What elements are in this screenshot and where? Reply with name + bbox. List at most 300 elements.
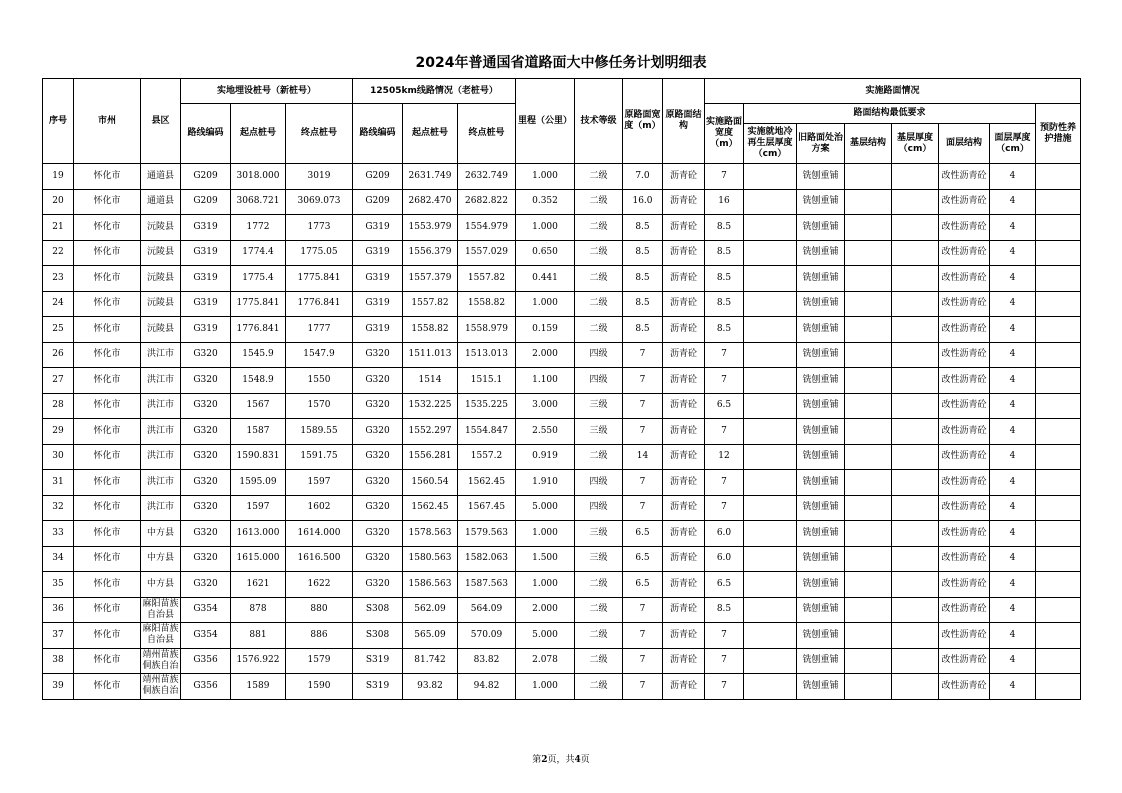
- cell-old-route-code: G319: [353, 291, 403, 317]
- cell-old-end-pile: 1579.563: [458, 521, 516, 547]
- cell-old-end-pile: 1558.979: [458, 317, 516, 343]
- cell-new-route-code: G319: [181, 317, 231, 343]
- table-body: [43, 164, 1081, 700]
- cell-surface-thickness: 4: [990, 164, 1036, 190]
- cell-base-thickness: [892, 572, 939, 598]
- cell-tech-grade: 三级: [575, 546, 623, 572]
- cell-city: 怀化市: [74, 189, 141, 215]
- cell-new-route-code: G320: [181, 521, 231, 547]
- cell-county: 中方县: [141, 572, 181, 598]
- cell-new-start-pile: 1548.9: [231, 368, 286, 394]
- cell-old-route-code: G209: [353, 164, 403, 190]
- cell-recycle-thickness: [744, 368, 797, 394]
- cell-impl-width: 7: [705, 495, 744, 521]
- header-tech-grade: 技术等级: [575, 79, 623, 164]
- cell-city: 怀化市: [74, 648, 141, 674]
- cell-orig-width: 7: [623, 648, 663, 674]
- cell-old-treatment: 铣刨重铺: [797, 572, 845, 598]
- header-base-structure: 基层结构: [845, 124, 892, 164]
- cell-seq: 33: [43, 521, 74, 547]
- cell-new-end-pile: 3069.073: [286, 189, 353, 215]
- cell-old-treatment: 铣刨重铺: [797, 215, 845, 241]
- cell-new-start-pile: 1613.000: [231, 521, 286, 547]
- cell-preventive: [1036, 419, 1081, 445]
- cell-mileage: 0.441: [516, 266, 575, 292]
- cell-county: 沅陵县: [141, 240, 181, 266]
- cell-base-thickness: [892, 393, 939, 419]
- cell-new-end-pile: 1773: [286, 215, 353, 241]
- cell-old-end-pile: 2682.822: [458, 189, 516, 215]
- cell-recycle-thickness: [744, 317, 797, 343]
- cell-old-treatment: 铣刨重铺: [797, 470, 845, 496]
- cell-new-route-code: G319: [181, 215, 231, 241]
- cell-orig-width: 7: [623, 419, 663, 445]
- cell-county: 洪江市: [141, 393, 181, 419]
- cell-new-route-code: G319: [181, 240, 231, 266]
- cell-impl-width: 7: [705, 419, 744, 445]
- cell-recycle-thickness: [744, 164, 797, 190]
- cell-old-route-code: S319: [353, 674, 403, 700]
- cell-preventive: [1036, 623, 1081, 649]
- cell-surface-thickness: 4: [990, 317, 1036, 343]
- cell-old-treatment: 铣刨重铺: [797, 240, 845, 266]
- cell-orig-structure: 沥青砼: [663, 291, 705, 317]
- cell-surface-thickness: 4: [990, 674, 1036, 700]
- cell-recycle-thickness: [744, 495, 797, 521]
- cell-surface-thickness: 4: [990, 521, 1036, 547]
- header-min-req-group: 路面结构最低要求: [744, 104, 1036, 124]
- cell-old-start-pile: 1556.379: [403, 240, 458, 266]
- cell-preventive: [1036, 215, 1081, 241]
- cell-tech-grade: 二级: [575, 189, 623, 215]
- cell-mileage: 0.650: [516, 240, 575, 266]
- cell-county: 通道县: [141, 164, 181, 190]
- cell-surface-thickness: 4: [990, 215, 1036, 241]
- cell-new-start-pile: 1775.841: [231, 291, 286, 317]
- cell-mileage: 0.159: [516, 317, 575, 343]
- cell-orig-width: 8.5: [623, 317, 663, 343]
- cell-new-start-pile: 878: [231, 597, 286, 623]
- cell-orig-structure: 沥青砼: [663, 393, 705, 419]
- cell-new-start-pile: 1567: [231, 393, 286, 419]
- cell-surface-structure: 改性沥青砼: [939, 623, 990, 649]
- cell-orig-width: 8.5: [623, 266, 663, 292]
- table-row: [43, 623, 1081, 649]
- cell-old-start-pile: 1556.281: [403, 444, 458, 470]
- table-row: [43, 597, 1081, 623]
- table-row: [43, 393, 1081, 419]
- cell-orig-structure: 沥青砼: [663, 342, 705, 368]
- cell-base-structure: [845, 674, 892, 700]
- cell-surface-thickness: 4: [990, 240, 1036, 266]
- cell-county: 沅陵县: [141, 266, 181, 292]
- cell-orig-width: 8.5: [623, 240, 663, 266]
- cell-base-thickness: [892, 623, 939, 649]
- cell-impl-width: 8.5: [705, 215, 744, 241]
- cell-county: 靖州苗族侗族自治: [141, 648, 181, 674]
- cell-base-structure: [845, 495, 892, 521]
- cell-mileage: 5.000: [516, 495, 575, 521]
- table-row: [43, 291, 1081, 317]
- cell-base-thickness: [892, 470, 939, 496]
- cell-seq: 23: [43, 266, 74, 292]
- cell-base-thickness: [892, 215, 939, 241]
- cell-orig-width: 8.5: [623, 215, 663, 241]
- cell-seq: 34: [43, 546, 74, 572]
- cell-new-end-pile: 1775.841: [286, 266, 353, 292]
- cell-surface-structure: 改性沥青砼: [939, 189, 990, 215]
- cell-surface-thickness: 4: [990, 648, 1036, 674]
- cell-recycle-thickness: [744, 189, 797, 215]
- cell-city: 怀化市: [74, 291, 141, 317]
- cell-orig-width: 7: [623, 368, 663, 394]
- cell-city: 怀化市: [74, 623, 141, 649]
- header-orig-width: 原路面宽度（m）: [623, 79, 663, 164]
- cell-surface-structure: 改性沥青砼: [939, 572, 990, 598]
- cell-recycle-thickness: [744, 393, 797, 419]
- cell-preventive: [1036, 291, 1081, 317]
- cell-old-treatment: 铣刨重铺: [797, 164, 845, 190]
- cell-new-route-code: G319: [181, 291, 231, 317]
- cell-mileage: 1.000: [516, 291, 575, 317]
- cell-seq: 36: [43, 597, 74, 623]
- cell-city: 怀化市: [74, 597, 141, 623]
- footer-prefix: 第: [532, 755, 542, 765]
- cell-impl-width: 6.0: [705, 546, 744, 572]
- cell-old-treatment: 铣刨重铺: [797, 393, 845, 419]
- header-orig-structure: 原路面结构: [663, 79, 705, 164]
- cell-surface-structure: 改性沥青砼: [939, 317, 990, 343]
- header-new-pile-group: 实地埋设桩号（新桩号）: [181, 79, 353, 104]
- table-row: [43, 164, 1081, 190]
- cell-new-end-pile: 1589.55: [286, 419, 353, 445]
- cell-orig-structure: 沥青砼: [663, 368, 705, 394]
- cell-tech-grade: 二级: [575, 623, 623, 649]
- header-impl-group: 实施路面情况: [705, 79, 1081, 104]
- cell-mileage: 3.000: [516, 393, 575, 419]
- cell-surface-structure: 改性沥青砼: [939, 215, 990, 241]
- cell-new-end-pile: 1777: [286, 317, 353, 343]
- cell-new-end-pile: 1579: [286, 648, 353, 674]
- cell-base-thickness: [892, 419, 939, 445]
- cell-orig-structure: 沥青砼: [663, 215, 705, 241]
- cell-old-start-pile: 1562.45: [403, 495, 458, 521]
- cell-city: 怀化市: [74, 521, 141, 547]
- cell-old-start-pile: 93.82: [403, 674, 458, 700]
- cell-surface-structure: 改性沥青砼: [939, 444, 990, 470]
- cell-base-structure: [845, 648, 892, 674]
- cell-old-start-pile: 565.09: [403, 623, 458, 649]
- header-surface-structure: 面层结构: [939, 124, 990, 164]
- cell-orig-structure: 沥青砼: [663, 266, 705, 292]
- cell-base-structure: [845, 317, 892, 343]
- cell-new-end-pile: 1591.75: [286, 444, 353, 470]
- cell-new-route-code: G320: [181, 342, 231, 368]
- cell-mileage: 5.000: [516, 623, 575, 649]
- cell-old-route-code: G320: [353, 342, 403, 368]
- cell-old-start-pile: 1552.297: [403, 419, 458, 445]
- cell-preventive: [1036, 164, 1081, 190]
- cell-surface-structure: 改性沥青砼: [939, 470, 990, 496]
- cell-county: 中方县: [141, 546, 181, 572]
- cell-base-structure: [845, 291, 892, 317]
- cell-orig-structure: 沥青砼: [663, 597, 705, 623]
- cell-orig-structure: 沥青砼: [663, 674, 705, 700]
- cell-old-route-code: G319: [353, 317, 403, 343]
- cell-base-structure: [845, 215, 892, 241]
- cell-tech-grade: 二级: [575, 444, 623, 470]
- header-recycle-thickness: 实施就地冷再生层厚度（cm）: [744, 124, 797, 164]
- cell-impl-width: 8.5: [705, 266, 744, 292]
- cell-county: 洪江市: [141, 444, 181, 470]
- header-county: 县区: [141, 79, 181, 164]
- cell-old-start-pile: 1586.563: [403, 572, 458, 598]
- cell-old-start-pile: 1557.379: [403, 266, 458, 292]
- cell-city: 怀化市: [74, 495, 141, 521]
- cell-base-structure: [845, 393, 892, 419]
- cell-old-end-pile: 1513.013: [458, 342, 516, 368]
- cell-old-treatment: 铣刨重铺: [797, 521, 845, 547]
- cell-orig-structure: 沥青砼: [663, 648, 705, 674]
- cell-new-start-pile: 1576.922: [231, 648, 286, 674]
- cell-preventive: [1036, 317, 1081, 343]
- cell-new-start-pile: 881: [231, 623, 286, 649]
- cell-orig-structure: 沥青砼: [663, 470, 705, 496]
- cell-tech-grade: 三级: [575, 521, 623, 547]
- cell-new-route-code: G354: [181, 597, 231, 623]
- task-plan-table: [42, 78, 1081, 700]
- cell-impl-width: 12: [705, 444, 744, 470]
- header-old-treatment: 旧路面处治方案: [797, 124, 845, 164]
- cell-county: 洪江市: [141, 342, 181, 368]
- cell-old-route-code: S308: [353, 623, 403, 649]
- cell-orig-width: 7: [623, 674, 663, 700]
- cell-orig-structure: 沥青砼: [663, 495, 705, 521]
- cell-new-start-pile: 1545.9: [231, 342, 286, 368]
- table-row: [43, 572, 1081, 598]
- cell-recycle-thickness: [744, 674, 797, 700]
- cell-new-end-pile: 3019: [286, 164, 353, 190]
- cell-old-start-pile: 562.09: [403, 597, 458, 623]
- cell-orig-width: 16.0: [623, 189, 663, 215]
- table-row: [43, 546, 1081, 572]
- cell-county: 洪江市: [141, 470, 181, 496]
- cell-old-treatment: 铣刨重铺: [797, 342, 845, 368]
- cell-orig-width: 14: [623, 444, 663, 470]
- cell-preventive: [1036, 674, 1081, 700]
- table-row: [43, 419, 1081, 445]
- cell-city: 怀化市: [74, 674, 141, 700]
- cell-surface-thickness: 4: [990, 291, 1036, 317]
- cell-base-thickness: [892, 495, 939, 521]
- cell-old-start-pile: 2682.470: [403, 189, 458, 215]
- cell-tech-grade: 四级: [575, 342, 623, 368]
- cell-old-end-pile: 1587.563: [458, 572, 516, 598]
- cell-tech-grade: 二级: [575, 240, 623, 266]
- cell-city: 怀化市: [74, 368, 141, 394]
- cell-recycle-thickness: [744, 266, 797, 292]
- cell-old-end-pile: 1558.82: [458, 291, 516, 317]
- cell-surface-thickness: 4: [990, 266, 1036, 292]
- cell-surface-structure: 改性沥青砼: [939, 266, 990, 292]
- cell-mileage: 2.000: [516, 342, 575, 368]
- cell-old-treatment: 铣刨重铺: [797, 623, 845, 649]
- cell-base-structure: [845, 164, 892, 190]
- cell-old-start-pile: 1580.563: [403, 546, 458, 572]
- cell-old-end-pile: 83.82: [458, 648, 516, 674]
- cell-surface-thickness: 4: [990, 597, 1036, 623]
- cell-base-structure: [845, 597, 892, 623]
- cell-city: 怀化市: [74, 266, 141, 292]
- cell-mileage: 1.000: [516, 164, 575, 190]
- cell-preventive: [1036, 470, 1081, 496]
- cell-preventive: [1036, 648, 1081, 674]
- cell-preventive: [1036, 597, 1081, 623]
- cell-surface-structure: 改性沥青砼: [939, 393, 990, 419]
- cell-orig-width: 7: [623, 597, 663, 623]
- cell-new-route-code: G320: [181, 393, 231, 419]
- cell-orig-structure: 沥青砼: [663, 623, 705, 649]
- cell-new-end-pile: 1602: [286, 495, 353, 521]
- cell-base-thickness: [892, 521, 939, 547]
- cell-city: 怀化市: [74, 342, 141, 368]
- cell-new-route-code: G320: [181, 572, 231, 598]
- cell-recycle-thickness: [744, 215, 797, 241]
- cell-old-route-code: G209: [353, 189, 403, 215]
- cell-orig-width: 7: [623, 495, 663, 521]
- cell-base-structure: [845, 470, 892, 496]
- cell-new-end-pile: 1550: [286, 368, 353, 394]
- cell-preventive: [1036, 342, 1081, 368]
- cell-old-route-code: G319: [353, 215, 403, 241]
- cell-new-start-pile: 1621: [231, 572, 286, 598]
- cell-orig-width: 7: [623, 470, 663, 496]
- cell-tech-grade: 二级: [575, 164, 623, 190]
- cell-tech-grade: 二级: [575, 266, 623, 292]
- cell-recycle-thickness: [744, 623, 797, 649]
- cell-orig-width: 7: [623, 342, 663, 368]
- cell-base-structure: [845, 623, 892, 649]
- header-old-route-code: 路线编码: [353, 104, 403, 164]
- cell-impl-width: 6.5: [705, 572, 744, 598]
- cell-old-route-code: G320: [353, 368, 403, 394]
- header-impl-width: 实施路面宽度（m）: [705, 104, 744, 164]
- cell-recycle-thickness: [744, 419, 797, 445]
- cell-recycle-thickness: [744, 572, 797, 598]
- cell-old-end-pile: 1557.029: [458, 240, 516, 266]
- cell-old-end-pile: 1515.1: [458, 368, 516, 394]
- cell-old-treatment: 铣刨重铺: [797, 266, 845, 292]
- cell-new-end-pile: 1547.9: [286, 342, 353, 368]
- cell-new-route-code: G356: [181, 674, 231, 700]
- cell-old-start-pile: 1511.013: [403, 342, 458, 368]
- cell-seq: 25: [43, 317, 74, 343]
- cell-preventive: [1036, 546, 1081, 572]
- cell-orig-structure: 沥青砼: [663, 444, 705, 470]
- table-row: [43, 648, 1081, 674]
- cell-old-end-pile: 1582.063: [458, 546, 516, 572]
- page-footer: [0, 752, 1122, 765]
- cell-old-route-code: G320: [353, 393, 403, 419]
- cell-preventive: [1036, 266, 1081, 292]
- cell-old-end-pile: 564.09: [458, 597, 516, 623]
- cell-tech-grade: 四级: [575, 495, 623, 521]
- cell-base-thickness: [892, 444, 939, 470]
- header-base-thickness: 基层厚度（cm）: [892, 124, 939, 164]
- cell-old-route-code: G320: [353, 419, 403, 445]
- cell-base-structure: [845, 342, 892, 368]
- cell-new-route-code: G209: [181, 189, 231, 215]
- cell-new-route-code: G320: [181, 419, 231, 445]
- cell-tech-grade: 四级: [575, 368, 623, 394]
- cell-orig-structure: 沥青砼: [663, 419, 705, 445]
- cell-old-route-code: S308: [353, 597, 403, 623]
- cell-old-treatment: 铣刨重铺: [797, 648, 845, 674]
- cell-old-route-code: G320: [353, 546, 403, 572]
- cell-new-start-pile: 3068.721: [231, 189, 286, 215]
- cell-surface-structure: 改性沥青砼: [939, 240, 990, 266]
- cell-city: 怀化市: [74, 317, 141, 343]
- cell-recycle-thickness: [744, 546, 797, 572]
- cell-recycle-thickness: [744, 342, 797, 368]
- cell-new-route-code: G320: [181, 444, 231, 470]
- cell-base-thickness: [892, 674, 939, 700]
- cell-impl-width: 7: [705, 648, 744, 674]
- cell-county: 靖州苗族侗族自治: [141, 674, 181, 700]
- cell-old-treatment: 铣刨重铺: [797, 368, 845, 394]
- table-row: [43, 189, 1081, 215]
- cell-city: 怀化市: [74, 215, 141, 241]
- cell-surface-structure: 改性沥青砼: [939, 164, 990, 190]
- cell-new-route-code: G354: [181, 623, 231, 649]
- header-seq: 序号: [43, 79, 74, 164]
- cell-base-thickness: [892, 342, 939, 368]
- cell-tech-grade: 二级: [575, 291, 623, 317]
- cell-recycle-thickness: [744, 470, 797, 496]
- header-old-start-pile: 起点桩号: [403, 104, 458, 164]
- header-new-end-pile: 终点桩号: [286, 104, 353, 164]
- cell-city: 怀化市: [74, 572, 141, 598]
- cell-old-end-pile: 1557.82: [458, 266, 516, 292]
- cell-recycle-thickness: [744, 291, 797, 317]
- cell-old-route-code: G320: [353, 572, 403, 598]
- cell-orig-width: 6.5: [623, 521, 663, 547]
- cell-county: 沅陵县: [141, 317, 181, 343]
- cell-base-thickness: [892, 546, 939, 572]
- cell-mileage: 1.500: [516, 546, 575, 572]
- table-row: [43, 240, 1081, 266]
- cell-tech-grade: 三级: [575, 393, 623, 419]
- cell-surface-structure: 改性沥青砼: [939, 597, 990, 623]
- cell-base-thickness: [892, 189, 939, 215]
- cell-seq: 22: [43, 240, 74, 266]
- cell-surface-thickness: 4: [990, 393, 1036, 419]
- cell-new-start-pile: 1615.000: [231, 546, 286, 572]
- table-row: [43, 495, 1081, 521]
- cell-tech-grade: 二级: [575, 674, 623, 700]
- cell-new-route-code: G209: [181, 164, 231, 190]
- cell-tech-grade: 四级: [575, 470, 623, 496]
- cell-mileage: 1.000: [516, 215, 575, 241]
- cell-base-structure: [845, 368, 892, 394]
- cell-impl-width: 7: [705, 342, 744, 368]
- cell-orig-structure: 沥青砼: [663, 572, 705, 598]
- cell-base-thickness: [892, 368, 939, 394]
- table-row: [43, 266, 1081, 292]
- cell-new-end-pile: 1775.05: [286, 240, 353, 266]
- cell-base-structure: [845, 572, 892, 598]
- cell-base-thickness: [892, 266, 939, 292]
